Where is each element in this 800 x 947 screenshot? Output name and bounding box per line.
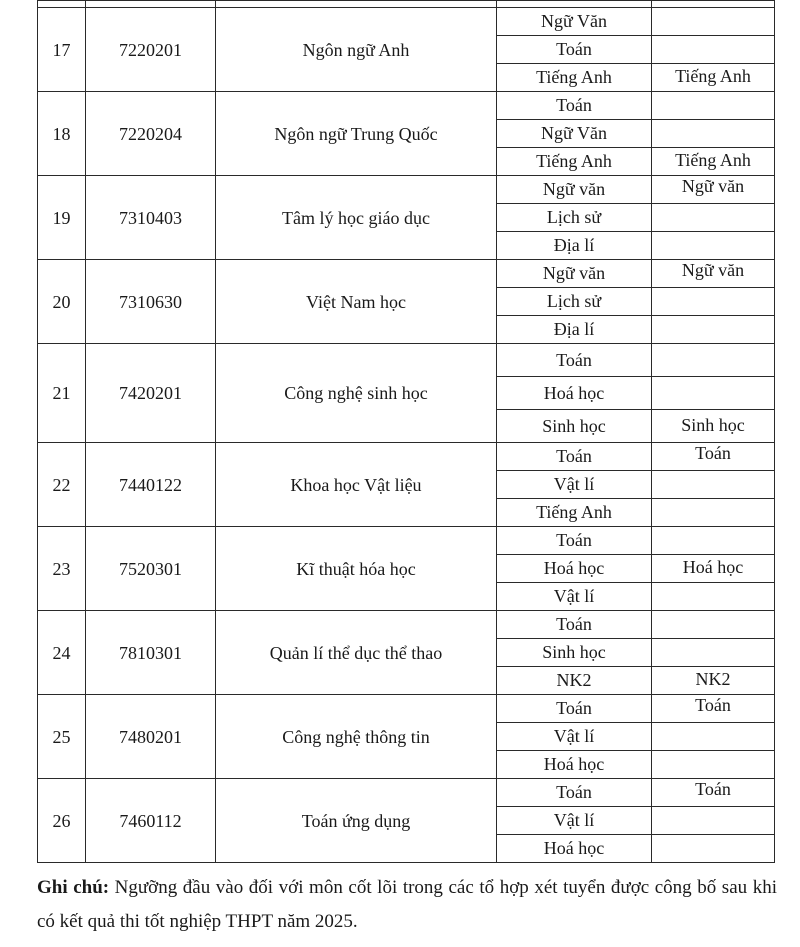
core-subject-cell: [652, 499, 775, 527]
row-number-cell: 22: [38, 443, 86, 527]
core-subject-cell: Hoá học: [652, 555, 775, 583]
subject-cell: Địa lí: [497, 232, 652, 260]
subject-cell: Hoá học: [497, 555, 652, 583]
core-subject-cell: [652, 8, 775, 36]
core-subject-cell: [652, 120, 775, 148]
core-subject-cell: Ngữ văn: [652, 260, 775, 288]
subject-cell: Toán: [497, 344, 652, 377]
major-code-cell: 7310630: [86, 260, 216, 344]
subject-cell: Sinh học: [497, 410, 652, 443]
core-subject-cell: Toán: [652, 695, 775, 723]
subject-cell: Hoá học: [497, 835, 652, 863]
major-name-cell: Việt Nam học: [216, 260, 497, 344]
core-subject-cell: [652, 92, 775, 120]
core-subject-cell: [652, 807, 775, 835]
row-number-cell: 18: [38, 92, 86, 176]
major-code-cell: 7520301: [86, 527, 216, 611]
subject-cell: Vật lí: [497, 583, 652, 611]
major-name-cell: Toán ứng dụng: [216, 779, 497, 863]
table-row: [38, 695, 775, 723]
row-number-cell: 20: [38, 260, 86, 344]
subject-cell: Hoá học: [497, 377, 652, 410]
core-subject-cell: [652, 288, 775, 316]
subject-cell: Tiếng Anh: [497, 148, 652, 176]
core-subject-cell: Toán: [652, 443, 775, 471]
major-name-cell: Tâm lý học giáo dục: [216, 176, 497, 260]
table-row: [38, 176, 775, 204]
core-subject-cell: [652, 723, 775, 751]
core-subject-cell: [652, 204, 775, 232]
footnote-label: Ghi chú:: [37, 877, 110, 898]
major-name-cell: Công nghệ sinh học: [216, 344, 497, 443]
subject-cell: Ngữ Văn: [497, 8, 652, 36]
table-row: [38, 8, 775, 36]
core-subject-cell: NK2: [652, 667, 775, 695]
core-subject-cell: Tiếng Anh: [652, 148, 775, 176]
admissions-table-body: [38, 1, 775, 863]
table-row: [38, 611, 775, 639]
major-code-cell: 7420201: [86, 344, 216, 443]
core-subject-cell: [652, 344, 775, 377]
table-row-continued: [38, 1, 775, 8]
major-code-cell: 7310403: [86, 176, 216, 260]
subject-cell: Vật lí: [497, 471, 652, 499]
subject-cell: Toán: [497, 779, 652, 807]
subject-cell: Toán: [497, 695, 652, 723]
row-number-cell: 21: [38, 344, 86, 443]
core-subject-cell: [652, 471, 775, 499]
major-code-cell: 7220201: [86, 8, 216, 92]
subject-cell: Địa lí: [497, 316, 652, 344]
core-subject-cell: [652, 36, 775, 64]
subject-cell: Lịch sử: [497, 204, 652, 232]
subject-cell: Toán: [497, 611, 652, 639]
major-name-cell: Ngôn ngữ Trung Quốc: [216, 92, 497, 176]
major-name-cell: Công nghệ thông tin: [216, 695, 497, 779]
footnote-text: Ngưỡng đầu vào đối với môn cốt lõi trong các tổ hợp xét tuyển được công bố sau khi có kết quả thi tốt nghiệp THPT năm 2025.: [37, 877, 777, 932]
core-subject-cell: [652, 751, 775, 779]
core-subject-cell: [652, 639, 775, 667]
subject-cell: Ngữ văn: [497, 176, 652, 204]
major-code-cell: 7480201: [86, 695, 216, 779]
core-subject-cell: [652, 232, 775, 260]
subject-cell: Toán: [497, 443, 652, 471]
subject-cell: Ngữ Văn: [497, 120, 652, 148]
admissions-table: [37, 0, 775, 863]
subject-cell: Ngữ văn: [497, 260, 652, 288]
row-number-cell: 23: [38, 527, 86, 611]
core-subject-cell: Ngữ văn: [652, 176, 775, 204]
subject-cell: Toán: [497, 36, 652, 64]
row-number-cell: 24: [38, 611, 86, 695]
table-row: [38, 527, 775, 555]
core-subject-cell: [652, 611, 775, 639]
core-subject-cell: Toán: [652, 779, 775, 807]
major-code-cell: 7440122: [86, 443, 216, 527]
table-row: [38, 779, 775, 807]
core-subject-cell: [652, 583, 775, 611]
major-name-cell: Quản lí thể dục thể thao: [216, 611, 497, 695]
major-code-cell: 7460112: [86, 779, 216, 863]
subject-cell: Lịch sử: [497, 288, 652, 316]
core-subject-cell: [652, 316, 775, 344]
major-name-cell: Kĩ thuật hóa học: [216, 527, 497, 611]
row-number-cell: 26: [38, 779, 86, 863]
core-subject-cell: Sinh học: [652, 410, 775, 443]
table-row: [38, 260, 775, 288]
subject-cell: NK2: [497, 667, 652, 695]
table-row: [38, 92, 775, 120]
major-name-cell: Khoa học Vật liệu: [216, 443, 497, 527]
subject-cell: Tiếng Anh: [497, 64, 652, 92]
major-code-cell: 7810301: [86, 611, 216, 695]
row-number-cell: 19: [38, 176, 86, 260]
subject-cell: Sinh học: [497, 639, 652, 667]
major-name-cell: Ngôn ngữ Anh: [216, 8, 497, 92]
subject-cell: Vật lí: [497, 723, 652, 751]
footnote: [37, 871, 777, 939]
core-subject-cell: [652, 377, 775, 410]
row-number-cell: 17: [38, 8, 86, 92]
subject-cell: Toán: [497, 92, 652, 120]
table-row: [38, 443, 775, 471]
core-subject-cell: [652, 527, 775, 555]
subject-cell: Tiếng Anh: [497, 499, 652, 527]
major-code-cell: 7220204: [86, 92, 216, 176]
subject-cell: Toán: [497, 527, 652, 555]
row-number-cell: 25: [38, 695, 86, 779]
subject-cell: Hoá học: [497, 751, 652, 779]
core-subject-cell: [652, 835, 775, 863]
core-subject-cell: Tiếng Anh: [652, 64, 775, 92]
subject-cell: Vật lí: [497, 807, 652, 835]
table-row: [38, 344, 775, 377]
